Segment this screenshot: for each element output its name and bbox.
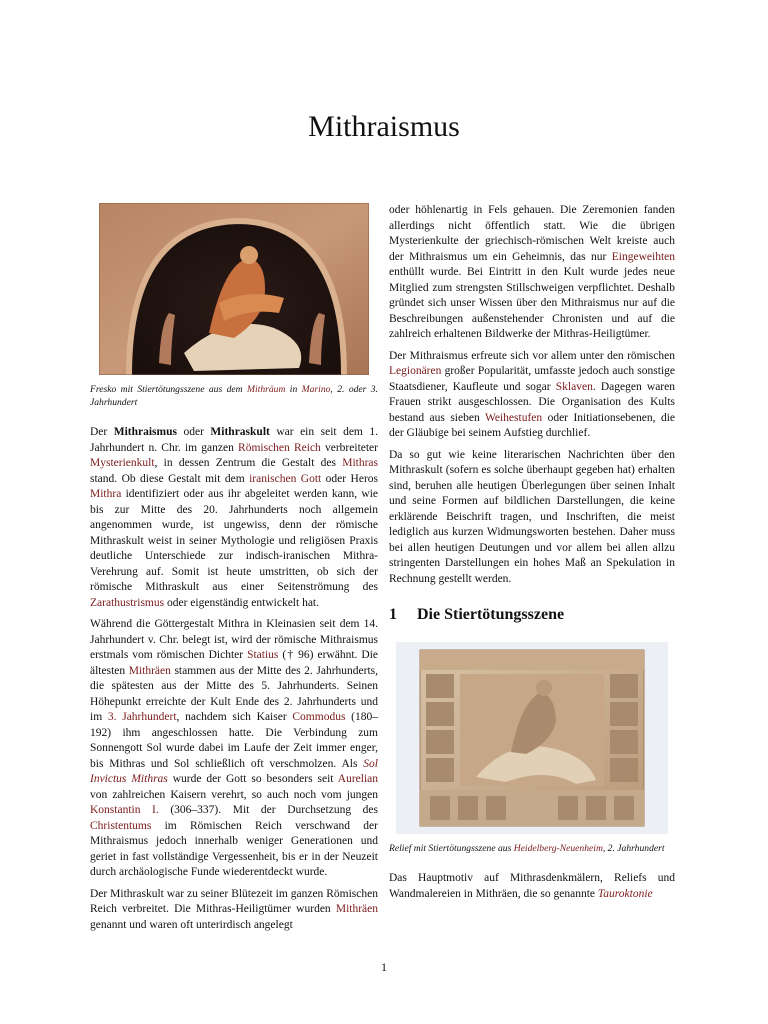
link-tauroktonie[interactable]: Tauroktonie bbox=[597, 887, 653, 900]
link-commodus[interactable]: Commodus bbox=[292, 711, 346, 723]
link-konstantin[interactable]: Konstantin I. bbox=[90, 804, 159, 816]
link-statius[interactable]: Statius bbox=[247, 649, 279, 661]
link-sol-invictus-mithras[interactable]: Sol Invictus Mithras bbox=[90, 757, 378, 785]
link-zarathustrismus[interactable]: Zarathustrismus bbox=[90, 596, 165, 609]
link-roemisches-reich[interactable]: Römischen Reich bbox=[238, 441, 321, 454]
paragraph-members: Der Mithraismus erfreute sich vor allem unter den römischen Legionären großer Popularität, umfasste jedoch auch sonstige Staatsdiener, Kaufleute und sogar Sklaven. Dagegen waren Frauen strikt ausgeschlossen. Die Organisation des Kults bestand aus sieben Weihestufen oder Initiationsebenen, die der Gläubige bei seinem Aufstieg durchlief. bbox=[389, 349, 675, 439]
link-eingeweihten[interactable]: Eingeweihten bbox=[611, 250, 675, 263]
paragraph-intro: Der Mithraismus oder Mithraskult war ein seit dem 1. Jahrhundert n. Chr. im ganzen Römischen Reich verbreiteter Mysterienkult, in dessen Zentrum die Gestalt des Mithras stand. Ob diese Gestalt mit dem iranischen Gott oder Heros Mithra identifiziert oder aus ihr abgeleitet werden kann, wie bis zur Mitte des 20. Jahrhunderts noch allgemein angenommen wurde, ist ungewiss, denn der römische Mithraskult weist in seiner Mythologie und religiösen Praxis deutliche Unterschiede zur indisch-iranischen Mithra-Verehrung auf. Somit ist heute umstritten, ob sich der römische Mithraskult aus einer Seitenströmung des Zarathustrismus oder eigenständig entwickelt hat. bbox=[90, 426, 379, 609]
paragraph-tauroktonie: Das Hauptmotiv auf Mithrasdenkmälern, Reliefs und Wandmalereien in Mithräen, die so genannte Tauroktonie bbox=[389, 872, 675, 900]
link-weihestufen[interactable]: Weihestufen bbox=[484, 411, 543, 424]
left-column bbox=[90, 203, 378, 939]
link-marino[interactable]: Marino bbox=[301, 384, 331, 395]
relief-caption: Relief mit Stiertötungsszene aus Heidelberg-Neuenheim, 2. Jahrhundert bbox=[389, 843, 665, 854]
right-column bbox=[389, 203, 675, 908]
section-title: Die Stiertötungsszene bbox=[417, 606, 565, 623]
page-number: 1 bbox=[381, 960, 387, 974]
paragraph-sources: Da so gut wie keine literarischen Nachrichten über den Mithraskult (sofern es solche überhaupt gegeben hat) erhalten sind, beruhen alle heutigen Überlegungen über seinen Inhalt und seine Formen auf bildlichen Darstellungen, die keine erklärende Beischrift tragen, und Inschriften, die meist lediglich aus kurzen Widmungsworten bestehen. Daher muss bei allen heutigen Deutungen und vor allem bei allen allzu stringenten Darstellungen ein hohes Maß an Spekulation in Rechnung gestellt werden. bbox=[389, 448, 675, 585]
section-heading bbox=[389, 606, 675, 624]
link-iranischen-gott[interactable]: iranischen Gott bbox=[249, 472, 322, 485]
link-legionaeren[interactable]: Legionären bbox=[389, 365, 442, 377]
link-christentum[interactable]: Christentums bbox=[90, 819, 152, 832]
link-mithraeen[interactable]: Mithräen bbox=[128, 664, 171, 677]
link-mithraeum[interactable]: Mithräum bbox=[247, 384, 286, 395]
link-aurelian[interactable]: Aurelian bbox=[337, 773, 378, 785]
fresco-caption: Fresko mit Stiertötungsszene aus dem Mithräum in Marino, 2. oder 3. Jahrhundert bbox=[90, 384, 378, 408]
paragraph-spread: Der Mithraskult war zu seiner Blütezeit im ganzen Römischen Reich verbreitet. Die Mithras-Heiligtümer wurden Mithräen genannt und waren oft unterirdisch angelegt bbox=[90, 887, 378, 931]
relief-image bbox=[396, 642, 668, 834]
link-mithras[interactable]: Mithras bbox=[342, 457, 378, 469]
paragraph-secrecy: oder höhlenartig in Fels gehauen. Die Zeremonien fanden allerdings nicht öffentlich statt. Wie die übrigen Mysterienkulte der griechisch-römischen Welt kreiste auch der Mithraismus um ein Geheimnis, das nur Eingeweihten enthüllt wurde. Bei Eintritt in den Kult wurde jedes neue Mitglied zum strengsten Stillschweigen verpflichtet. Deshalb gründet sich unser Wissen über den Mithraismus nur auf die Beschreibungen außenstehender Chronisten und auf die zahlreich erhaltenen Bildwerke der Mithras-Heiligtümer. bbox=[389, 204, 675, 340]
link-mysterienkult[interactable]: Mysterienkult bbox=[90, 457, 155, 469]
page-title: Mithraismus bbox=[308, 110, 460, 143]
link-3-jahrhundert[interactable]: 3. Jahrhundert bbox=[107, 711, 177, 723]
link-mithra[interactable]: Mithra bbox=[90, 488, 122, 500]
fresco-image bbox=[99, 203, 369, 375]
link-heidelberg-neuenheim[interactable]: Heidelberg-Neuenheim bbox=[513, 843, 603, 854]
section-number: 1 bbox=[389, 606, 397, 623]
link-mithraeen-2[interactable]: Mithräen bbox=[335, 903, 378, 915]
paragraph-history: Während die Göttergestalt Mithra in Kleinasien seit dem 14. Jahrhundert v. Chr. belegt ist, wird der römische Mithraismus erstmals vom römischen Dichter Statius († 96) erwähnt. Die ältesten Mithräen stammen aus der Mitte des 2. Jahrhunderts, die spätesten aus der Mitte des 5. Jahrhunderts. Seinen Höhepunkt erreichte der Kult Ende des 2. Jahrhunderts und im 3. Jahrhundert, nachdem sich Kaiser Commodus (180–192) ihm angeschlossen hatte. Die Verbindung zum Sonnengott Sol wurde dabei im Laufe der Zeit immer enger, bis Mithras und Sol schließlich oft verschmolzen. Als Sol Invictus Mithras wurde der Gott so besonders seit Aurelian von zahlreichen Kaisern verehrt, so auch noch vom jungen Konstantin I. (306–337). Mit der Durchsetzung des Christentums im Römischen Reich verschwand der Mithraismus jedoch innerhalb weniger Generationen und geriet in fast vollständige Vergessenheit, bis er in der Neuzeit durch archäologische Funde wiederentdeckt wurde. bbox=[90, 618, 379, 878]
link-sklaven[interactable]: Sklaven bbox=[555, 380, 593, 393]
